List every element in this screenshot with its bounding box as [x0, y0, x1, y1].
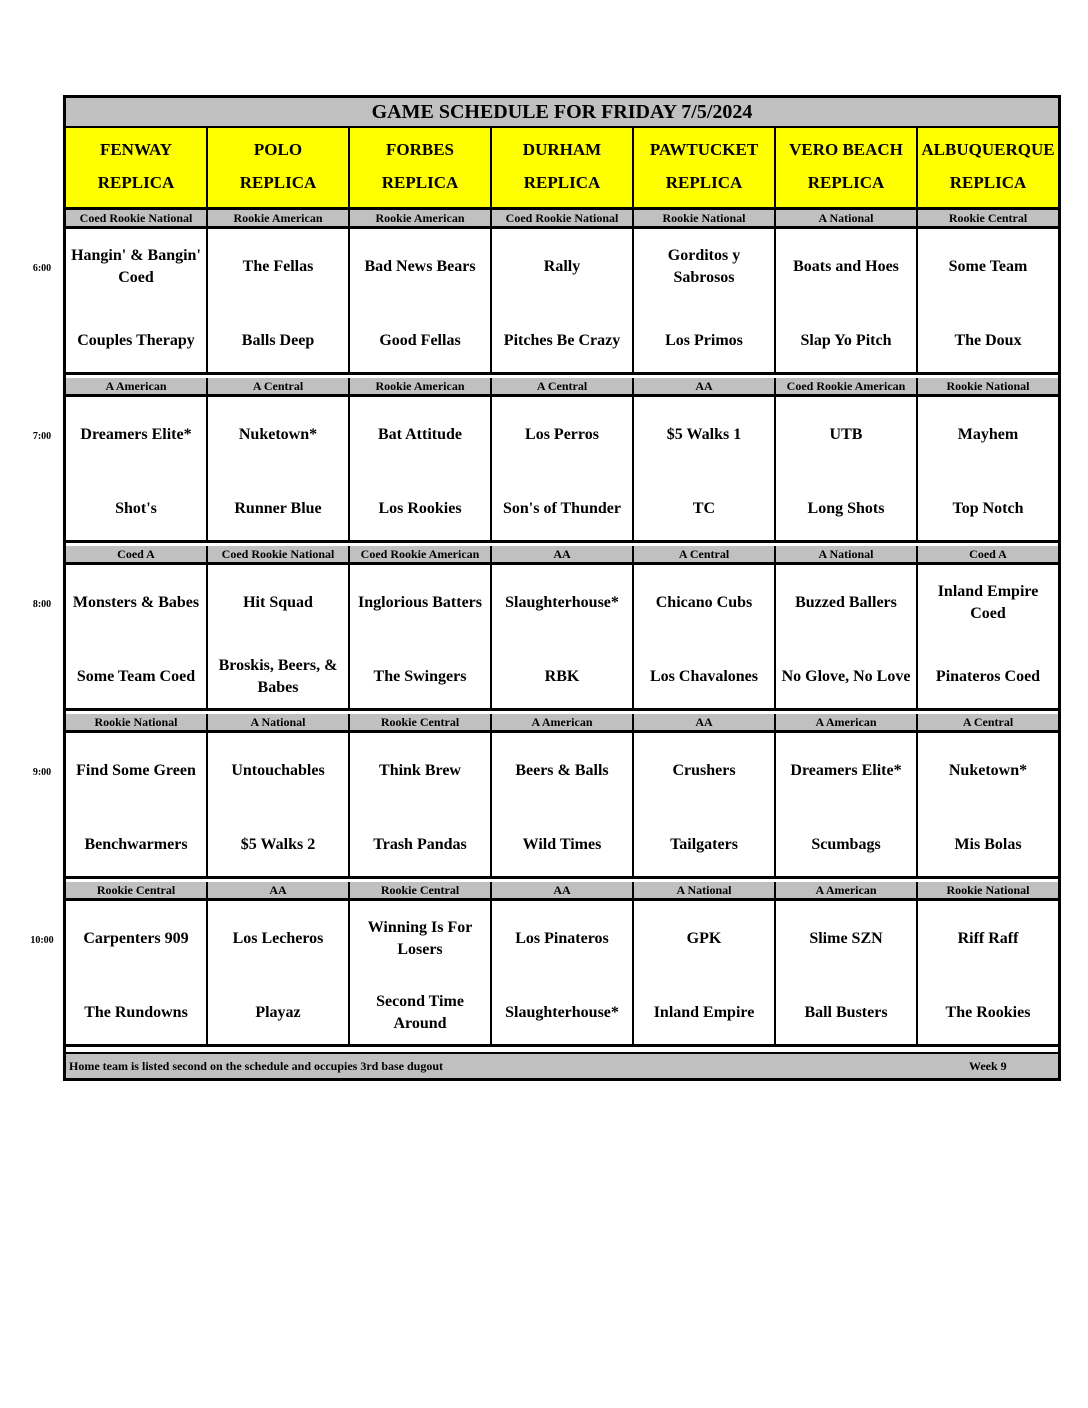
games-row	[66, 397, 1058, 543]
division-row	[66, 714, 1058, 733]
field-name: DURHAM	[522, 140, 602, 159]
game-cell	[208, 397, 350, 540]
game-cell	[918, 901, 1058, 1044]
game-cell	[634, 229, 776, 372]
home-team: Broskis, Beers, & Babes	[218, 657, 338, 696]
game-cell	[918, 229, 1058, 372]
away-team: Los Perros	[525, 426, 599, 443]
home-team: Los Chavalones	[649, 668, 759, 685]
game-cell	[634, 397, 776, 540]
time-label: 7:00	[32, 431, 52, 442]
division-label: Coed Rookie National	[66, 210, 208, 226]
time-slot-block	[66, 714, 1058, 882]
home-team: Benchwarmers	[84, 836, 188, 853]
home-team: Second Time Around	[376, 993, 464, 1032]
field-name: FORBES	[385, 140, 455, 159]
away-team: Hit Squad	[243, 594, 313, 611]
division-label: Rookie National	[66, 714, 208, 730]
game-cell	[776, 397, 918, 540]
home-team: Mis Bolas	[954, 836, 1022, 853]
home-team: Slaughterhouse*	[505, 1004, 619, 1021]
game-cell	[66, 733, 208, 876]
division-label: AA	[208, 882, 350, 898]
division-label: Rookie Central	[66, 882, 208, 898]
home-team: No Glove, No Love	[781, 668, 911, 685]
away-team: Crushers	[672, 762, 736, 779]
home-team: The Rookies	[945, 1004, 1031, 1021]
game-cell	[776, 733, 918, 876]
time-label: 9:00	[32, 767, 52, 778]
field-header-durham	[492, 128, 634, 207]
division-label: A Central	[492, 378, 634, 394]
game-cell	[66, 229, 208, 372]
game-cell	[492, 229, 634, 372]
home-team: Top Notch	[952, 500, 1024, 517]
game-cell	[634, 733, 776, 876]
away-team: Winning Is For Losers	[367, 919, 473, 958]
game-cell	[492, 397, 634, 540]
home-team: Los Primos	[665, 332, 743, 349]
field-subtitle: REPLICA	[665, 173, 743, 192]
game-cell	[350, 733, 492, 876]
away-team: Untouchables	[231, 762, 325, 779]
division-label: Coed Rookie National	[492, 210, 634, 226]
game-cell	[634, 565, 776, 708]
division-label: AA	[492, 546, 634, 562]
away-team: UTB	[829, 426, 863, 443]
home-team: Shot's	[115, 500, 157, 517]
field-header-row	[66, 128, 1058, 210]
game-cell	[66, 565, 208, 708]
home-team: Ball Busters	[804, 1004, 888, 1021]
division-label: A American	[776, 882, 918, 898]
division-label: Coed Rookie American	[776, 378, 918, 394]
week-label: Week 9	[969, 1059, 1007, 1073]
field-name: FENWAY	[99, 140, 173, 159]
away-team: Think Brew	[379, 762, 461, 779]
time-slot-block	[66, 210, 1058, 378]
home-team: Wild Times	[522, 836, 602, 853]
away-team: Beers & Balls	[515, 762, 609, 779]
game-cell	[350, 229, 492, 372]
home-team: The Rundowns	[84, 1004, 188, 1021]
schedule-title: GAME SCHEDULE FOR FRIDAY 7/5/2024	[66, 98, 1058, 128]
away-team: Boats and Hoes	[793, 258, 899, 275]
field-subtitle: REPLICA	[97, 173, 175, 192]
home-team: Tailgaters	[670, 836, 738, 853]
away-team: Los Pinateros	[515, 930, 609, 947]
schedule-footer	[66, 1052, 1058, 1078]
time-slot-block	[66, 378, 1058, 546]
game-cell	[918, 733, 1058, 876]
away-team: Monsters & Babes	[72, 594, 200, 611]
away-team: Find Some Green	[76, 762, 196, 779]
game-cell	[634, 901, 776, 1044]
home-team: Scumbags	[811, 836, 881, 853]
home-team: Runner Blue	[234, 500, 322, 517]
game-cell	[350, 901, 492, 1044]
home-team: Los Rookies	[378, 500, 462, 517]
away-team: Slaughterhouse*	[505, 594, 619, 611]
home-team: The Swingers	[373, 668, 467, 685]
game-cell	[918, 565, 1058, 708]
away-team: Dreamers Elite*	[790, 762, 902, 779]
field-subtitle: REPLICA	[239, 173, 317, 192]
time-label: 8:00	[32, 599, 52, 610]
footer-note: Home team is listed second on the schedule and occupies 3rd base dugout	[69, 1059, 444, 1073]
home-team: Good Fellas	[379, 332, 461, 349]
schedule-table	[63, 95, 1061, 1081]
field-subtitle: REPLICA	[523, 173, 601, 192]
home-team: The Doux	[954, 332, 1022, 349]
division-label: Rookie American	[350, 378, 492, 394]
time-slot-block	[66, 882, 1058, 1050]
home-team: Balls Deep	[241, 332, 315, 349]
division-label: Rookie American	[208, 210, 350, 226]
game-cell	[350, 565, 492, 708]
games-row	[66, 733, 1058, 879]
away-team: Hangin' & Bangin' Coed	[71, 247, 201, 286]
away-team: Some Team	[948, 258, 1028, 275]
field-header-pawtucket	[634, 128, 776, 207]
division-label: A American	[776, 714, 918, 730]
game-cell	[492, 565, 634, 708]
away-team: Rally	[543, 258, 581, 275]
division-label: A Central	[634, 546, 776, 562]
division-label: Rookie Central	[948, 211, 1028, 225]
home-team: Long Shots	[807, 500, 885, 517]
division-label: A National	[776, 546, 918, 562]
division-label: A American	[66, 378, 208, 394]
division-label: AA	[634, 378, 776, 394]
division-row	[66, 378, 1058, 397]
away-team: Nuketown*	[948, 762, 1028, 779]
division-label: Rookie National	[946, 883, 1030, 897]
game-cell	[918, 397, 1058, 540]
field-name: PAWTUCKET	[649, 140, 759, 159]
time-slot-block	[66, 546, 1058, 714]
division-label: A National	[634, 882, 776, 898]
game-cell	[350, 397, 492, 540]
division-label: A Central	[962, 715, 1014, 729]
away-team: Riff Raff	[957, 930, 1019, 947]
time-label: 10:00	[30, 935, 54, 946]
division-label: Rookie Central	[350, 714, 492, 730]
division-label: Rookie National	[634, 210, 776, 226]
field-header-vero-beach	[776, 128, 918, 207]
division-label: Rookie American	[350, 210, 492, 226]
away-team: Los Lecheros	[232, 930, 324, 947]
division-label: Rookie Central	[350, 882, 492, 898]
field-subtitle: REPLICA	[807, 173, 885, 192]
away-team: Nuketown*	[238, 426, 318, 443]
division-label: Coed A	[66, 546, 208, 562]
home-team: Slap Yo Pitch	[800, 332, 892, 349]
away-team: Slime SZN	[809, 930, 883, 947]
away-team: GPK	[686, 930, 722, 947]
game-cell	[776, 565, 918, 708]
time-label: 6:00	[32, 263, 52, 274]
field-name: ALBUQUERQUE	[921, 140, 1055, 159]
away-team: Chicano Cubs	[655, 594, 753, 611]
game-cell	[776, 229, 918, 372]
away-team: Carpenters 909	[83, 930, 189, 947]
game-cell	[492, 733, 634, 876]
division-label: AA	[492, 882, 634, 898]
game-cell	[208, 901, 350, 1044]
division-label: A National	[776, 210, 918, 226]
home-team: Playaz	[255, 1004, 301, 1021]
game-cell	[208, 733, 350, 876]
away-team: Gorditos y Sabrosos	[667, 247, 741, 286]
away-team: Dreamers Elite*	[80, 426, 192, 443]
division-row	[66, 546, 1058, 565]
home-team: Son's of Thunder	[503, 500, 621, 517]
field-name: VERO BEACH	[789, 140, 903, 159]
division-label: A American	[492, 714, 634, 730]
game-cell	[66, 397, 208, 540]
away-team: $5 Walks 1	[666, 426, 742, 443]
away-team: The Fellas	[242, 258, 314, 275]
field-header-polo	[208, 128, 350, 207]
division-label: Coed A	[969, 547, 1007, 561]
game-cell	[492, 901, 634, 1044]
games-row	[66, 229, 1058, 375]
home-team: Pitches Be Crazy	[503, 332, 621, 349]
field-subtitle: REPLICA	[949, 173, 1027, 192]
game-cell	[208, 565, 350, 708]
field-name: POLO	[253, 140, 303, 159]
home-team: $5 Walks 2	[240, 836, 316, 853]
division-row	[66, 210, 1058, 229]
home-team: TC	[692, 500, 716, 517]
away-team: Buzzed Ballers	[795, 594, 897, 611]
field-header-albuquerque	[918, 128, 1058, 207]
home-team: Pinateros Coed	[935, 668, 1041, 685]
game-cell	[66, 901, 208, 1044]
home-team: Some Team Coed	[76, 668, 196, 685]
division-row	[66, 882, 1058, 901]
home-team: Trash Pandas	[373, 836, 467, 853]
games-row	[66, 901, 1058, 1047]
division-label: Coed Rookie National	[208, 546, 350, 562]
field-header-forbes	[350, 128, 492, 207]
away-team: Inglorious Batters	[358, 594, 482, 611]
game-cell	[208, 229, 350, 372]
field-subtitle: REPLICA	[381, 173, 459, 192]
home-team: Inland Empire	[653, 1004, 755, 1021]
field-header-fenway	[66, 128, 208, 207]
away-team: Inland Empire Coed	[937, 583, 1039, 622]
division-label: AA	[634, 714, 776, 730]
games-row	[66, 565, 1058, 711]
away-team: Mayhem	[957, 426, 1019, 443]
away-team: Bad News Bears	[364, 258, 476, 275]
division-label: Coed Rookie American	[350, 546, 492, 562]
away-team: Bat Attitude	[378, 426, 462, 443]
division-label: Rookie National	[946, 379, 1030, 393]
home-team: Couples Therapy	[77, 332, 195, 349]
division-label: A National	[208, 714, 350, 730]
home-team: RBK	[544, 668, 580, 685]
division-label: A Central	[208, 378, 350, 394]
game-cell	[776, 901, 918, 1044]
